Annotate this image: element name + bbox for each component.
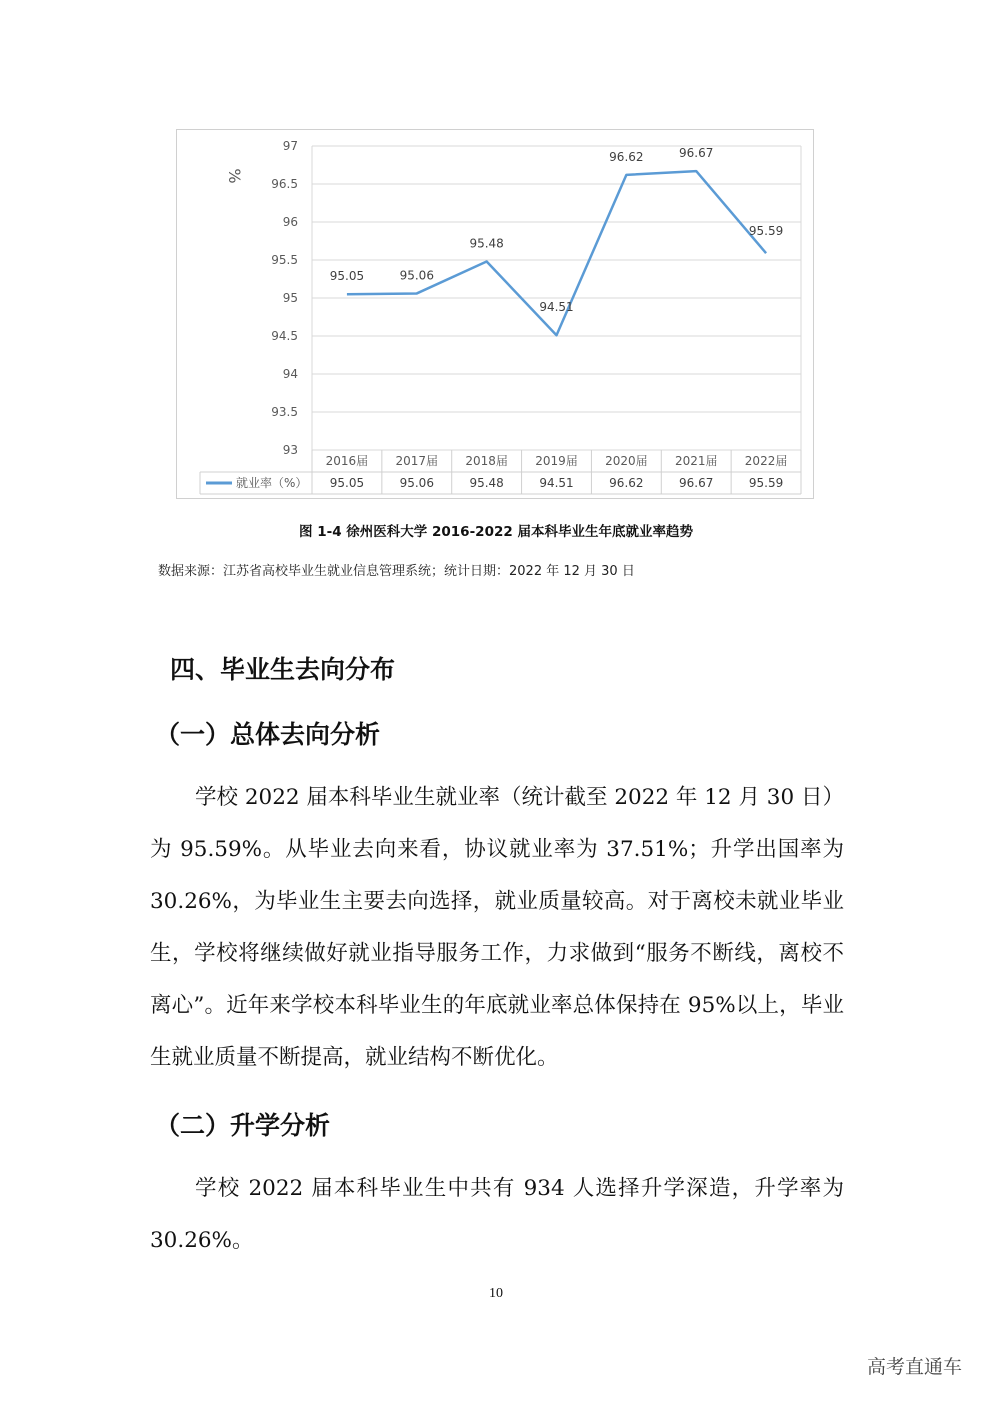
- paragraph-overall: 学校 2022 届本科毕业生就业率（统计截至 2022 年 12 月 30 日）为 95.59%。从毕业去向来看，协议就业率为 37.51%；升学出国率为 30.26%，为毕业生主要去向选择，就业质量较高。对于离校未就业毕业生，学校将继续做好就业指导服务工作，力求做到“服务不断线，离校不离心”。近年来学校本科毕业生的年底就业率总体保持在 95%以上，毕业生就业质量不断提高，就业结构不断优化。: [150, 785, 844, 1070]
- y-axis-label: %: [225, 168, 244, 184]
- data-label: 96.62: [609, 149, 644, 164]
- subsection-title-further-study: （二）升学分析: [155, 1111, 331, 1140]
- data-label: 95.48: [469, 236, 504, 251]
- table-value-cell: 95.05: [329, 476, 365, 490]
- data-label: 95.05: [329, 269, 365, 284]
- x-category-label: 2020届: [605, 454, 648, 468]
- x-category-label: 2021届: [674, 454, 718, 468]
- y-tick-label: 95.5: [271, 253, 298, 267]
- y-tick-label: 97: [282, 139, 298, 153]
- table-value-cell: 95.48: [469, 476, 504, 490]
- chart-svg: [177, 130, 815, 500]
- x-category-label: 2022届: [744, 454, 788, 468]
- subsection-title-overall: （一）总体去向分析: [155, 720, 381, 749]
- y-tick-label: 94.5: [271, 329, 298, 343]
- paragraph-further-study: 学校 2022 届本科毕业生中共有 934 人选择升学深造，升学率为 30.26%。: [150, 1176, 844, 1253]
- y-tick-label: 93: [282, 443, 298, 457]
- y-tick-label: 96.5: [271, 177, 298, 191]
- table-value-cell: 95.59: [748, 476, 784, 490]
- data-label: 96.67: [679, 146, 714, 161]
- figure-caption: 图 1-4 徐州医科大学 2016-2022 届本科毕业生年底就业率趋势: [299, 524, 693, 540]
- x-category-label: 2016届: [325, 454, 369, 468]
- section-title: 四、毕业生去向分布: [170, 655, 396, 684]
- x-category-label: 2017届: [395, 454, 439, 468]
- table-value-cell: 94.51: [539, 476, 574, 490]
- legend-label: 就业率（%）: [236, 476, 308, 490]
- data-source-note: 数据来源：江苏省高校毕业生就业信息管理系统；统计日期：2022 年 12 月 30 日: [158, 564, 635, 579]
- line-chart: [176, 129, 814, 499]
- table-value-cell: 96.62: [609, 476, 644, 490]
- y-tick-label: 95: [282, 291, 298, 305]
- y-tick-label: 94: [282, 367, 298, 381]
- table-value-cell: 95.06: [399, 476, 434, 490]
- y-tick-label: 93.5: [271, 405, 298, 419]
- data-label: 95.06: [399, 268, 434, 283]
- page-number: 10: [489, 1286, 503, 1301]
- x-category-label: 2018届: [465, 454, 508, 468]
- y-tick-label: 96: [282, 215, 298, 229]
- data-label: 95.59: [748, 224, 784, 239]
- x-category-label: 2019届: [535, 454, 578, 468]
- table-value-cell: 96.67: [679, 476, 714, 490]
- data-label: 94.51: [539, 300, 574, 315]
- watermark: 高考直通车: [866, 1356, 962, 1378]
